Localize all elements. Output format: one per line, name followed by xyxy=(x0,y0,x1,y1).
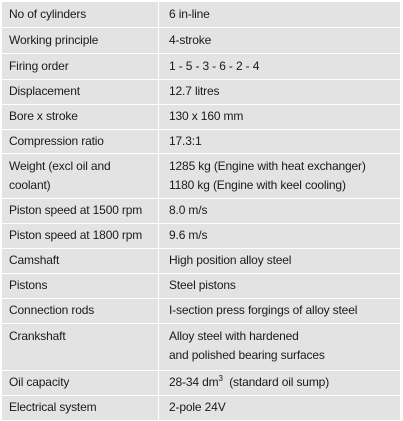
spec-value-line: 9.6 m/s xyxy=(169,228,208,242)
spec-value-line: and polished bearing surfaces xyxy=(169,348,325,362)
unit-superscript: 3 xyxy=(218,374,223,383)
spec-value xyxy=(159,54,401,80)
table-row xyxy=(2,224,401,249)
spec-value xyxy=(159,105,401,130)
table-row xyxy=(2,324,401,371)
spec-value xyxy=(159,154,401,199)
spec-value xyxy=(159,396,401,421)
spec-value-line: I-section press forgings of alloy steel xyxy=(169,303,358,317)
spec-value xyxy=(159,249,401,274)
table-row xyxy=(2,154,401,199)
spec-value-line: 1 - 5 - 3 - 6 - 2 - 4 xyxy=(169,59,260,73)
spec-label: Piston speed at 1800 rpm xyxy=(2,224,159,249)
spec-label: Electrical system xyxy=(2,396,159,421)
table-row xyxy=(2,28,401,54)
spec-value-line: 2-pole 24V xyxy=(169,400,226,414)
table-row xyxy=(2,274,401,299)
spec-value-line: 130 x 160 mm xyxy=(169,109,244,123)
spec-label: Crankshaft xyxy=(2,324,159,371)
table-row xyxy=(2,199,401,224)
spec-label: Pistons xyxy=(2,274,159,299)
spec-value-line: 17.3:1 xyxy=(169,134,202,148)
oil-capacity-amount: 28-34 dm xyxy=(169,375,219,389)
spec-label: Firing order xyxy=(2,54,159,80)
engine-specifications-table xyxy=(1,1,401,421)
table-row xyxy=(2,249,401,274)
table-row xyxy=(2,105,401,130)
table-row xyxy=(2,396,401,421)
table-row xyxy=(2,371,401,396)
spec-value-line: High position alloy steel xyxy=(169,253,292,267)
spec-value-line: 1285 kg (Engine with heat exchanger) xyxy=(169,159,366,173)
spec-value-line: Alloy steel with hardened xyxy=(169,329,299,343)
spec-value xyxy=(159,2,401,28)
spec-label: Oil capacity xyxy=(2,371,159,396)
spec-value-line: 4-stroke xyxy=(169,33,212,47)
spec-label: Bore x stroke xyxy=(2,105,159,130)
spec-label: Compression ratio xyxy=(2,130,159,154)
spec-label: Connection rods xyxy=(2,299,159,324)
spec-value-line: 6 in-line xyxy=(169,7,210,21)
spec-value xyxy=(159,28,401,54)
table-row xyxy=(2,2,401,28)
spec-value-line: 1180 kg (Engine with keel cooling) xyxy=(169,178,346,192)
spec-value-line: Steel pistons xyxy=(169,278,236,292)
spec-label: Displacement xyxy=(2,80,159,105)
spec-value xyxy=(159,199,401,224)
table-row xyxy=(2,130,401,154)
spec-label: Camshaft xyxy=(2,249,159,274)
spec-value xyxy=(159,224,401,249)
spec-label: Working principle xyxy=(2,28,159,54)
table-row xyxy=(2,54,401,80)
table-row xyxy=(2,80,401,105)
spec-value xyxy=(159,299,401,324)
spec-value-line xyxy=(169,375,329,389)
spec-value-line: 8.0 m/s xyxy=(169,203,208,217)
spec-value xyxy=(159,371,401,396)
spec-label: Piston speed at 1500 rpm xyxy=(2,199,159,224)
spec-value-line: 12.7 litres xyxy=(169,84,220,98)
spec-value xyxy=(159,324,401,371)
table-row xyxy=(2,299,401,324)
spec-label: Weight (excl oil and coolant) xyxy=(2,154,159,199)
spec-label: No of cylinders xyxy=(2,2,159,28)
spec-value xyxy=(159,80,401,105)
spec-value xyxy=(159,130,401,154)
spec-value xyxy=(159,274,401,299)
oil-capacity-note: (standard oil sump) xyxy=(229,375,330,389)
